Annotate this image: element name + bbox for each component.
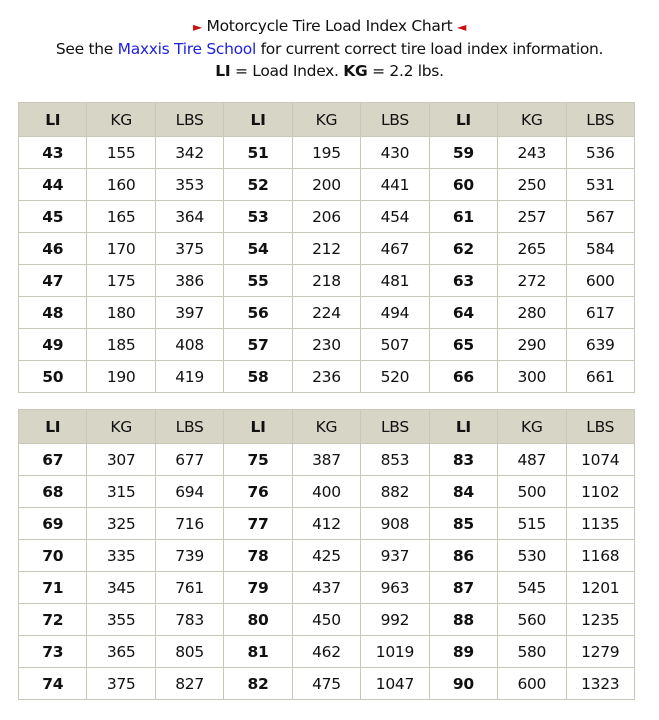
column-header: LI	[429, 410, 497, 444]
li-cell: 47	[19, 265, 87, 297]
li-cell: 89	[429, 636, 497, 668]
li-cell: 67	[19, 444, 87, 476]
lbs-cell: 494	[361, 297, 429, 329]
arrow-right-icon: ►	[192, 20, 202, 34]
lbs-cell: 1323	[566, 668, 635, 700]
lbs-cell: 441	[361, 169, 429, 201]
column-header: LBS	[155, 103, 223, 137]
kg-cell: 375	[87, 668, 155, 700]
li-cell: 72	[19, 604, 87, 636]
kg-cell: 530	[498, 540, 566, 572]
li-cell: 59	[429, 137, 497, 169]
li-cell: 44	[19, 169, 87, 201]
li-cell: 56	[224, 297, 292, 329]
li-cell: 69	[19, 508, 87, 540]
li-cell: 78	[224, 540, 292, 572]
li-cell: 52	[224, 169, 292, 201]
column-header: LI	[429, 103, 497, 137]
kg-cell: 355	[87, 604, 155, 636]
li-cell: 48	[19, 297, 87, 329]
kg-cell: 580	[498, 636, 566, 668]
kg-cell: 180	[87, 297, 155, 329]
page-header	[0, 0, 659, 82]
li-cell: 79	[224, 572, 292, 604]
column-header: LBS	[566, 410, 635, 444]
kg-cell: 487	[498, 444, 566, 476]
kg-cell: 280	[498, 297, 566, 329]
kg-cell: 315	[87, 476, 155, 508]
table-row	[19, 169, 635, 201]
column-header: KG	[498, 103, 566, 137]
kg-cell: 190	[87, 361, 155, 393]
header-row	[19, 103, 635, 137]
lbs-cell: 419	[155, 361, 223, 393]
li-cell: 70	[19, 540, 87, 572]
lbs-cell: 992	[361, 604, 429, 636]
li-cell: 85	[429, 508, 497, 540]
li-cell: 46	[19, 233, 87, 265]
column-header: KG	[292, 410, 360, 444]
lbs-cell: 908	[361, 508, 429, 540]
lbs-cell: 531	[566, 169, 635, 201]
table-row	[19, 668, 635, 700]
lbs-cell: 342	[155, 137, 223, 169]
lbs-cell: 937	[361, 540, 429, 572]
maxxis-tire-school-link[interactable]: Maxxis Tire School	[117, 40, 257, 58]
lbs-cell: 1047	[361, 668, 429, 700]
lbs-cell: 600	[566, 265, 635, 297]
table-row	[19, 329, 635, 361]
lbs-cell: 520	[361, 361, 429, 393]
lbs-cell: 783	[155, 604, 223, 636]
li-cell: 55	[224, 265, 292, 297]
kg-cell: 560	[498, 604, 566, 636]
column-header: KG	[87, 410, 155, 444]
li-def: = Load Index.	[230, 62, 344, 80]
lbs-cell: 1019	[361, 636, 429, 668]
lbs-cell: 397	[155, 297, 223, 329]
column-header: LI	[224, 410, 292, 444]
lbs-cell: 882	[361, 476, 429, 508]
kg-cell: 325	[87, 508, 155, 540]
li-cell: 88	[429, 604, 497, 636]
lbs-cell: 1235	[566, 604, 635, 636]
li-cell: 49	[19, 329, 87, 361]
table-row	[19, 137, 635, 169]
kg-cell: 290	[498, 329, 566, 361]
li-cell: 74	[19, 668, 87, 700]
lbs-cell: 1074	[566, 444, 635, 476]
table-row	[19, 444, 635, 476]
lbs-cell: 639	[566, 329, 635, 361]
lbs-cell: 963	[361, 572, 429, 604]
kg-cell: 450	[292, 604, 360, 636]
li-abbr: LI	[215, 62, 231, 80]
li-cell: 43	[19, 137, 87, 169]
kg-cell: 365	[87, 636, 155, 668]
lbs-cell: 408	[155, 329, 223, 361]
kg-cell: 307	[87, 444, 155, 476]
lbs-cell: 805	[155, 636, 223, 668]
lbs-cell: 481	[361, 265, 429, 297]
lbs-cell: 827	[155, 668, 223, 700]
li-cell: 66	[429, 361, 497, 393]
li-cell: 83	[429, 444, 497, 476]
load-index-table-1	[18, 102, 635, 393]
li-cell: 61	[429, 201, 497, 233]
lbs-cell: 507	[361, 329, 429, 361]
column-header: LI	[19, 410, 87, 444]
kg-cell: 250	[498, 169, 566, 201]
li-cell: 76	[224, 476, 292, 508]
li-cell: 84	[429, 476, 497, 508]
lbs-cell: 353	[155, 169, 223, 201]
li-cell: 87	[429, 572, 497, 604]
li-cell: 65	[429, 329, 497, 361]
column-header: LBS	[361, 410, 429, 444]
li-cell: 50	[19, 361, 87, 393]
li-cell: 75	[224, 444, 292, 476]
column-header: KG	[292, 103, 360, 137]
lbs-cell: 467	[361, 233, 429, 265]
lbs-cell: 761	[155, 572, 223, 604]
li-cell: 53	[224, 201, 292, 233]
lbs-cell: 364	[155, 201, 223, 233]
column-header: LI	[19, 103, 87, 137]
info-post: for current correct tire load index information.	[256, 40, 604, 58]
column-header: KG	[87, 103, 155, 137]
kg-cell: 243	[498, 137, 566, 169]
kg-cell: 195	[292, 137, 360, 169]
kg-cell: 345	[87, 572, 155, 604]
kg-cell: 272	[498, 265, 566, 297]
kg-cell: 257	[498, 201, 566, 233]
load-index-table-2	[18, 409, 635, 700]
kg-cell: 475	[292, 668, 360, 700]
kg-cell: 170	[87, 233, 155, 265]
kg-cell: 175	[87, 265, 155, 297]
kg-def: = 2.2 lbs.	[367, 62, 444, 80]
kg-cell: 300	[498, 361, 566, 393]
kg-cell: 600	[498, 668, 566, 700]
arrow-left-icon: ◄	[457, 20, 467, 34]
li-cell: 63	[429, 265, 497, 297]
kg-cell: 212	[292, 233, 360, 265]
kg-cell: 400	[292, 476, 360, 508]
column-header: LBS	[361, 103, 429, 137]
kg-cell: 230	[292, 329, 360, 361]
table-row	[19, 572, 635, 604]
kg-abbr: KG	[343, 62, 368, 80]
table-row	[19, 508, 635, 540]
lbs-cell: 1201	[566, 572, 635, 604]
lbs-cell: 1279	[566, 636, 635, 668]
column-header: LBS	[155, 410, 223, 444]
kg-cell: 236	[292, 361, 360, 393]
lbs-cell: 1168	[566, 540, 635, 572]
li-cell: 86	[429, 540, 497, 572]
li-cell: 51	[224, 137, 292, 169]
kg-cell: 425	[292, 540, 360, 572]
lbs-cell: 739	[155, 540, 223, 572]
kg-cell: 412	[292, 508, 360, 540]
kg-cell: 160	[87, 169, 155, 201]
table-row	[19, 297, 635, 329]
title-text: Motorcycle Tire Load Index Chart	[206, 17, 453, 35]
li-cell: 64	[429, 297, 497, 329]
kg-cell: 387	[292, 444, 360, 476]
kg-cell: 218	[292, 265, 360, 297]
lbs-cell: 617	[566, 297, 635, 329]
kg-cell: 500	[498, 476, 566, 508]
li-cell: 80	[224, 604, 292, 636]
lbs-cell: 386	[155, 265, 223, 297]
kg-cell: 165	[87, 201, 155, 233]
kg-cell: 515	[498, 508, 566, 540]
table-row	[19, 604, 635, 636]
lbs-cell: 584	[566, 233, 635, 265]
lbs-cell: 716	[155, 508, 223, 540]
table-row	[19, 233, 635, 265]
kg-cell: 155	[87, 137, 155, 169]
lbs-cell: 1102	[566, 476, 635, 508]
kg-cell: 462	[292, 636, 360, 668]
li-cell: 73	[19, 636, 87, 668]
li-cell: 81	[224, 636, 292, 668]
kg-cell: 206	[292, 201, 360, 233]
li-cell: 57	[224, 329, 292, 361]
lbs-cell: 375	[155, 233, 223, 265]
li-cell: 60	[429, 169, 497, 201]
lbs-cell: 853	[361, 444, 429, 476]
lbs-cell: 661	[566, 361, 635, 393]
li-cell: 71	[19, 572, 87, 604]
li-cell: 68	[19, 476, 87, 508]
table-row	[19, 361, 635, 393]
kg-cell: 265	[498, 233, 566, 265]
kg-cell: 437	[292, 572, 360, 604]
legend-line	[0, 60, 659, 82]
kg-cell: 545	[498, 572, 566, 604]
lbs-cell: 677	[155, 444, 223, 476]
li-cell: 45	[19, 201, 87, 233]
lbs-cell: 694	[155, 476, 223, 508]
table-row	[19, 265, 635, 297]
lbs-cell: 567	[566, 201, 635, 233]
lbs-cell: 430	[361, 137, 429, 169]
info-pre: See the	[55, 40, 118, 58]
table-row	[19, 201, 635, 233]
li-cell: 54	[224, 233, 292, 265]
table-row	[19, 476, 635, 508]
lbs-cell: 1135	[566, 508, 635, 540]
lbs-cell: 454	[361, 201, 429, 233]
lbs-cell: 536	[566, 137, 635, 169]
column-header: KG	[498, 410, 566, 444]
table-row	[19, 636, 635, 668]
table-row	[19, 540, 635, 572]
header-row	[19, 410, 635, 444]
li-cell: 90	[429, 668, 497, 700]
chart-title	[0, 15, 659, 38]
li-cell: 77	[224, 508, 292, 540]
kg-cell: 185	[87, 329, 155, 361]
li-cell: 62	[429, 233, 497, 265]
info-line	[0, 38, 659, 60]
kg-cell: 200	[292, 169, 360, 201]
column-header: LI	[224, 103, 292, 137]
kg-cell: 335	[87, 540, 155, 572]
li-cell: 58	[224, 361, 292, 393]
li-cell: 82	[224, 668, 292, 700]
column-header: LBS	[566, 103, 635, 137]
kg-cell: 224	[292, 297, 360, 329]
